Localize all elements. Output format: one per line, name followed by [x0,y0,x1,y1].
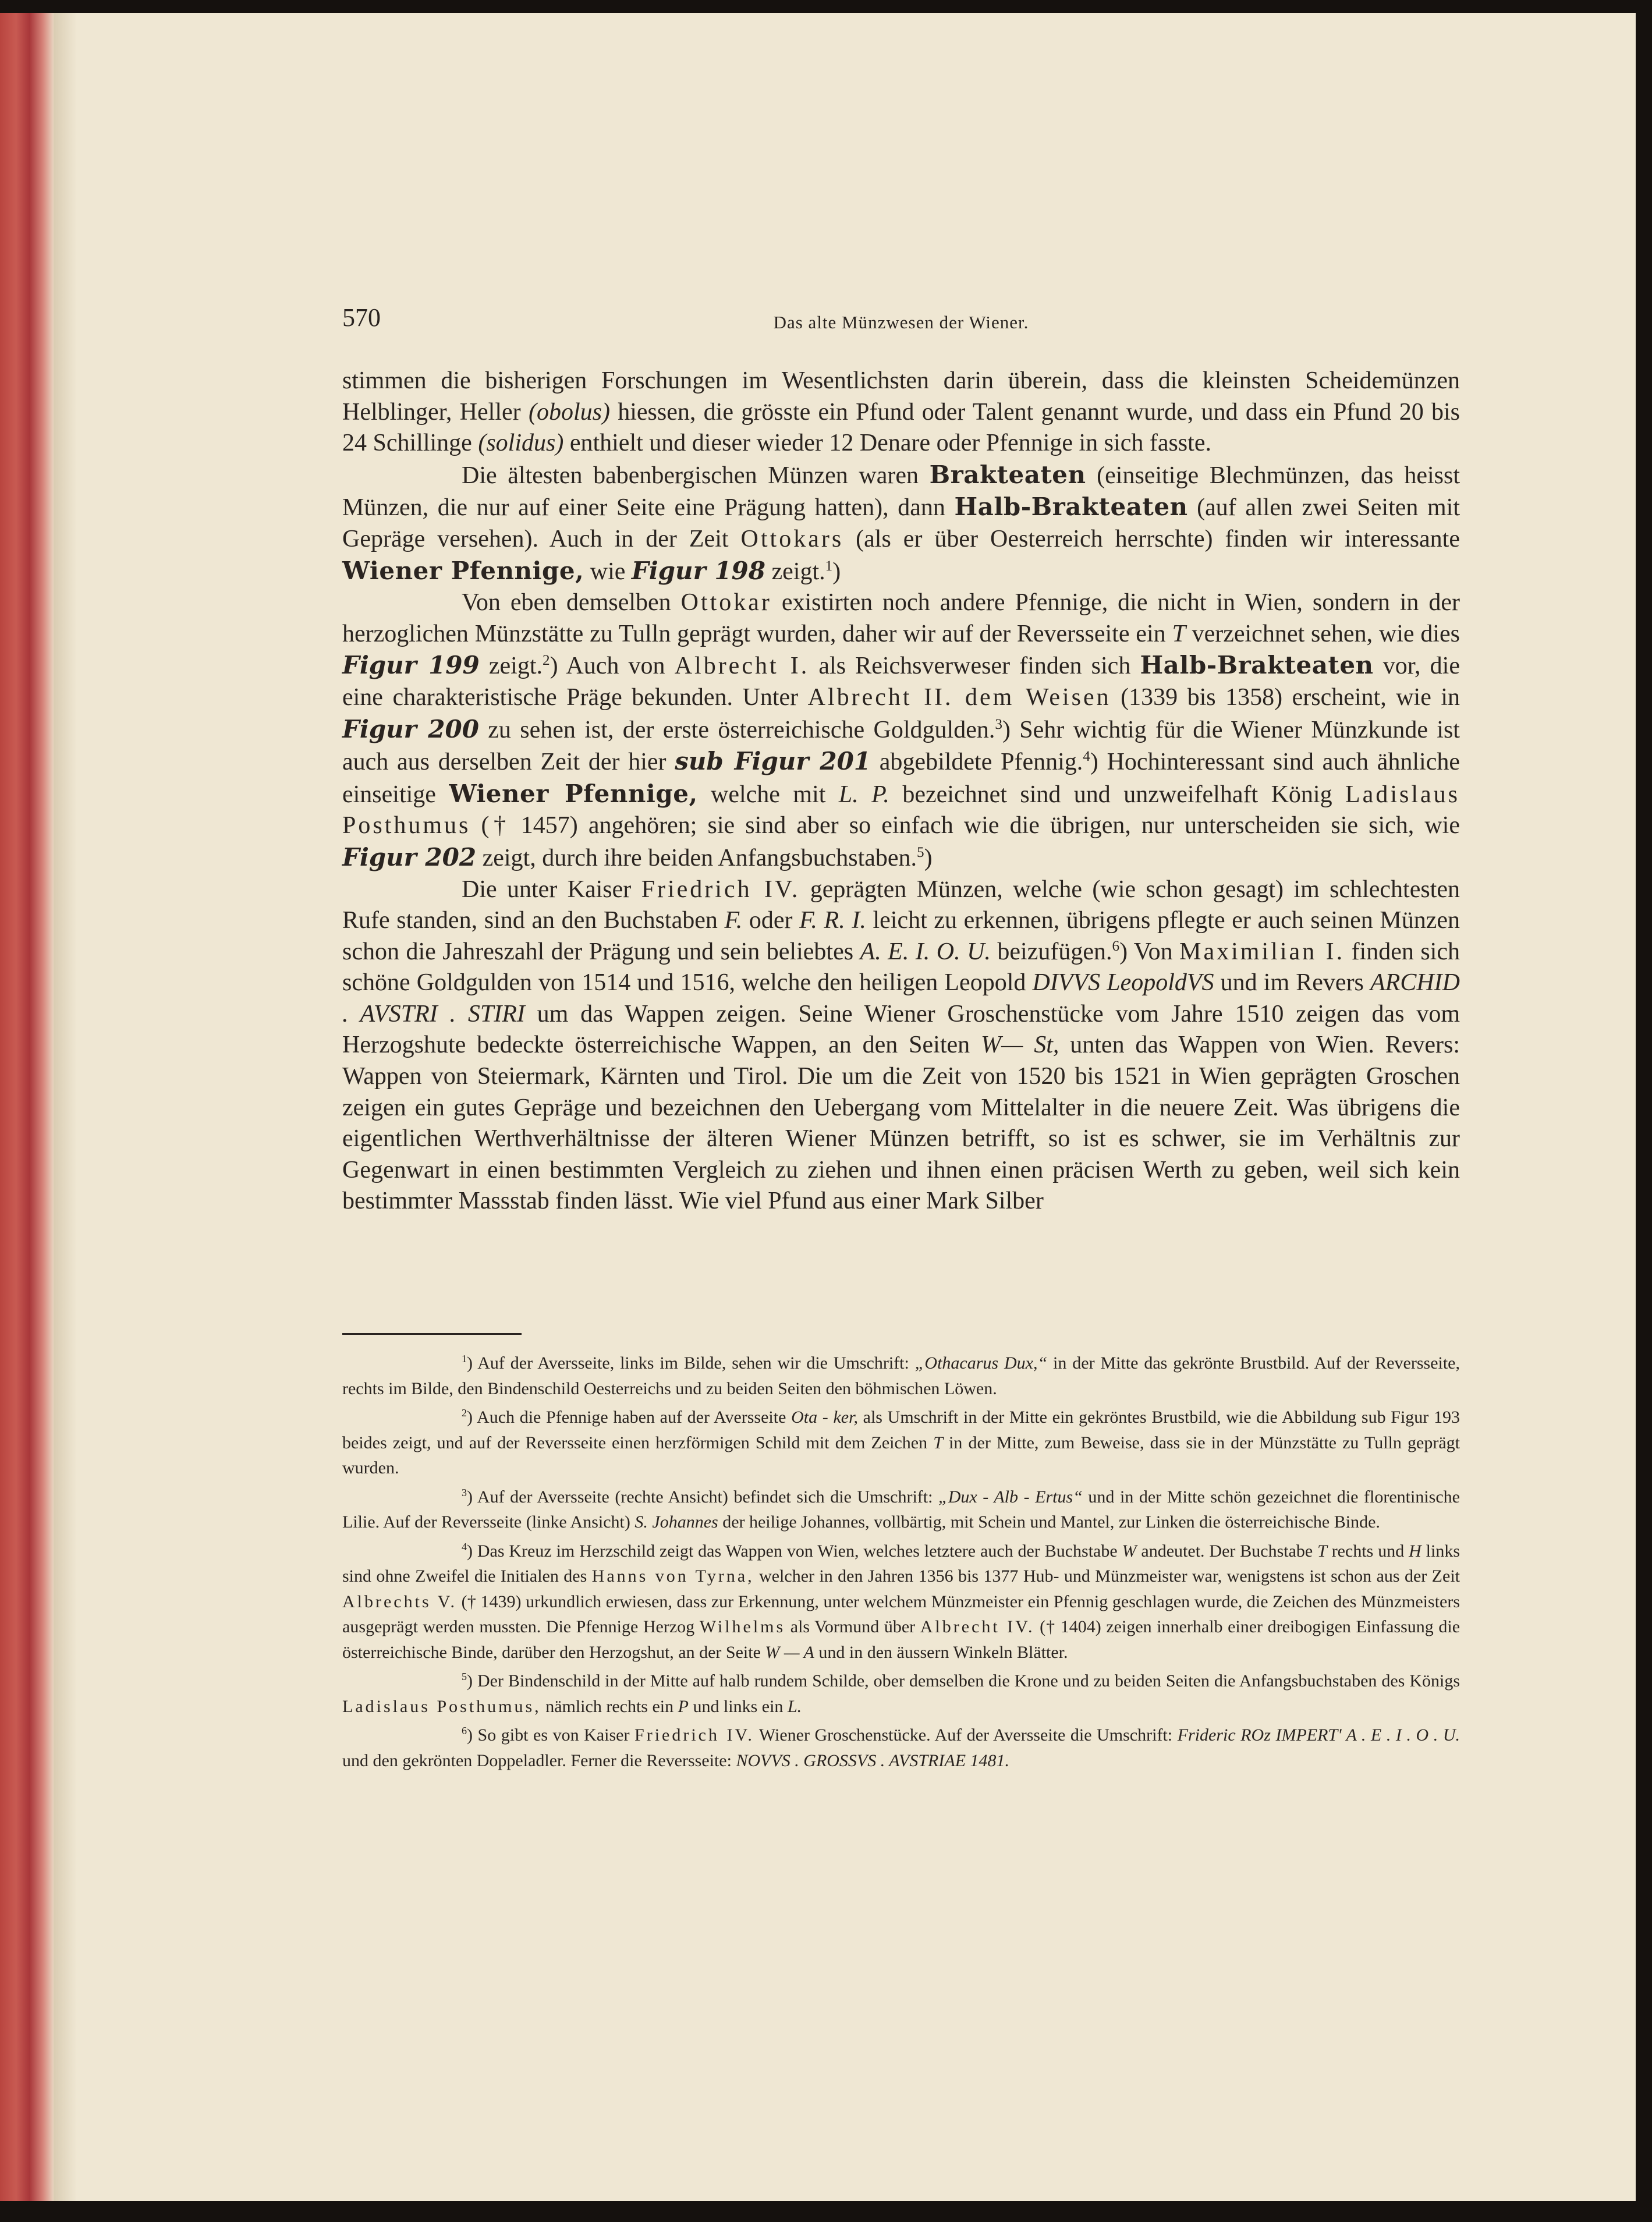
text: zeigt, durch ihre beiden Anfangsbuchstaben. [476,844,917,871]
footnote-marker: 2 [543,653,550,669]
text: in der Mitte, zum Beweise, dass sie in der Münzstätte zu Tulln geprägt wurden. [342,1433,1460,1477]
footnote-5 [342,1668,1460,1719]
footnote-marker: 4 [1083,749,1090,765]
footnote-3 [342,1484,1460,1535]
text: (einseitige Blechmünzen, das heisst Münzen, die nur auf einer Seite eine Prägung hatten), dann [342,462,1460,522]
text: als Vormund über [785,1617,920,1636]
scan-border-right [1636,0,1652,2222]
text: welcher in den Jahren 1356 bis 1377 Hub- und Münzmeister war, wenigstens ist schon aus der Zeit [754,1567,1460,1586]
text: beizufügen. [990,938,1112,965]
text: und in der Mitte schön gezeichnet die florentinische Lilie. Auf der Reversseite (linke Ansicht) [342,1487,1460,1532]
italic-term: Frideric ROz IMPERT' A . E . I . O . U. [1177,1725,1460,1745]
text: ) Das Kreuz im Herzschild zeigt das Wappen von Wien, welches letztere auch der Buchstabe [467,1541,1122,1561]
fraktur-term: Wiener Pfennige, [449,779,698,808]
text: ) Auch die Pfennige haben auf der Aversseite [467,1408,792,1427]
footnote-number: 5 [462,1671,467,1682]
italic-term: Ota - ker, [791,1408,858,1427]
text: zeigt. [479,653,543,680]
spaced-name: Ottokars [740,525,844,552]
footnote-number: 1 [462,1353,467,1365]
figure-reference: Figur 200 [342,714,479,743]
text: der heilige Johannes, vollbärtig, mit Schein und Mantel, zur Linken die österreichische Binde. [718,1512,1380,1532]
footnote-6 [342,1723,1460,1773]
italic-term: NOVVS . GROSSVS . AVSTRIAE 1481. [736,1750,1010,1770]
text: ) [924,844,933,871]
text: (auf allen zwei Seiten mit Gepräge versehen). Auch in der Zeit [342,494,1460,552]
text: um das Wappen zeigen. Seine Wiener Groschenstücke vom Jahre 1510 zeigen das vom Herzogshute bedeckte österreichische Wappen, an den Seiten [342,1000,1460,1059]
fraktur-term: Wiener Pfennige, [342,556,584,585]
page-header [342,303,1460,349]
text: und in den äussern Winkeln Blätter. [814,1642,1068,1662]
italic-term: T [1172,620,1186,647]
paragraph-1 [342,366,1460,459]
fraktur-term: Halb-Brakteaten [1140,651,1374,680]
italic-term: A. E. I. O. U. [860,938,991,965]
paragraph-4 [342,874,1460,1218]
text: (als er über Oesterreich herrschte) finden wir interessante [843,525,1460,552]
text: als Reichsverweser finden sich [809,653,1140,680]
figure-reference: Figur 198 [631,556,765,585]
running-title: Das alte Münzwesen der Wiener. [773,312,1029,332]
figure-reference: sub Figur 201 [675,747,871,776]
text: wie [584,558,632,585]
spaced-name: Ladislaus Posthumus, [342,1696,541,1716]
footnote-number: 6 [462,1725,467,1737]
text: Die unter Kaiser [462,876,641,903]
spaced-name: Wilhelms [699,1617,786,1636]
spaced-name: Hanns von Tyrna, [591,1567,754,1586]
italic-term: ARCHID . AVSTRI . STIRI [342,969,1460,1027]
text: ) [832,558,841,585]
text: bezeichnet sind und unzweifelhaft König [889,781,1346,808]
figure-reference: Figur 202 [342,842,477,871]
text: ) Von [1119,938,1180,965]
fraktur-term: Halb-Brakteaten [954,492,1188,522]
text: finden sich schöne Goldgulden von 1514 und 1516, welche den heiligen Leopold [342,938,1460,997]
text: († 1457) angehören; sie sind aber so einfach wie die übrigen, nur unterscheiden sie sich, wie [470,812,1460,839]
spaced-name: Maximilian I. [1179,938,1345,965]
italic-term: „Dux - Alb - Ertus“ [938,1487,1083,1507]
italic-term: P [678,1696,689,1716]
spaced-name: Friedrich IV. [641,876,800,903]
text: zeigt. [765,558,825,585]
footnote-marker: 6 [1112,938,1120,954]
spaced-name: Albrecht I. [674,653,810,680]
footnote-number: 4 [462,1540,467,1553]
text: (1339 bis 1358) erscheint, wie in [1111,683,1460,711]
paragraph-2 [342,459,1460,587]
italic-term: T [1317,1541,1327,1561]
footnote-4 [342,1539,1460,1665]
spaced-name: Friedrich IV. [634,1725,754,1745]
footnote-number: 2 [462,1407,467,1419]
spaced-name: Ottokar [680,589,772,616]
text: stimmen die bisherigen Forschungen im Wesentlichsten darin überein, dass die kleinsten Scheidemünzen Helblinger, Heller [342,367,1460,426]
main-text [342,366,1460,1217]
italic-term: T [933,1433,943,1452]
italic-term: W [1122,1541,1137,1561]
red-page-edge [0,13,54,2201]
italic-term: (obolus) [528,398,610,426]
text: hiessen, die grösste ein Pfund oder Talent genannt wurde, und dass ein Pfund 20 bis 24 Schillinge [342,398,1460,457]
italic-term: S. Johannes [634,1512,718,1532]
spaced-name: Albrecht IV. [920,1617,1035,1636]
text: Wiener Groschenstücke. Auf der Aversseite die Umschrift: [754,1725,1178,1745]
text: oder [742,907,800,934]
italic-term: F. R. I. [799,907,866,934]
italic-term: (solidus) [478,430,564,457]
footnote-2 [342,1405,1460,1481]
text: ) Auf der Aversseite (rechte Ansicht) befindet sich die Umschrift: [467,1487,939,1507]
italic-term: W — A [765,1642,814,1662]
text: rechts und [1327,1541,1409,1561]
text: Die ältesten babenbergischen Münzen waren [462,462,930,489]
text: und im Revers [1214,969,1371,997]
text: († 1404) zeigen innerhalb einer dreibogigen Einfassung die österreichische Binde, darüber den Herzogshut, an der Seite [342,1617,1460,1662]
text: leicht zu erkennen, übrigens pflegte er auch seinen Münzen schon die Jahreszahl der Prägung und sein beliebtes [342,907,1460,965]
footnotes [342,1351,1460,1777]
text: verzeichnet sehen, wie dies [1185,620,1460,647]
text: ) Auf der Aversseite, links im Bilde, sehen wir die Umschrift: [467,1353,915,1373]
text: ) Sehr wichtig für die Wiener Münzkunde ist auch aus derselben Zeit der hier [342,716,1460,776]
text: als Umschrift in der Mitte ein gekröntes Brustbild, wie die Abbildung sub Figur 193 beides zeigt, und auf der Reversseite einen herzförmigen Schild mit dem Zeichen [342,1408,1460,1452]
italic-term: L. P. [838,781,889,808]
text: enthielt und dieser wieder 12 Denare oder Pfennige in sich fasste. [563,430,1211,457]
scan-border-bottom [0,2201,1652,2222]
spaced-name: Albrecht II. dem Weisen [807,683,1111,711]
footnote-marker: 1 [825,558,833,574]
text: andeutet. Der Buchstabe [1136,1541,1318,1561]
italic-term: W— St, [981,1032,1059,1059]
text: ) Der Bindenschild in der Mitte auf halb rundem Schilde, ober demselben die Krone und zu beiden Seiten die Anfangsbuchstaben des Königs [467,1671,1460,1691]
footnote-marker: 5 [917,844,924,860]
text: unten das Wappen von Wien. Revers: Wappen von Steiermark, Kärnten und Tirol. Die um die Zeit von 1520 bis 1521 in Wien geprägten Groschen zeigen ein gutes Gepräge und bezeichnen den Uebergang vom Mittelalter in die neuere Zeit. Was übrigens die eigentlichen Werthverhältnisse der älteren Wiener Münzen betrifft, so ist es schwer, sie im Verhältnis zur Gegenwart in einen bestimmten Vergleich zu ziehen und ihnen einen präcisen Werth zu geben, weil sich kein bestimmter Massstab finden lässt. Wie viel Pfund aus einer Mark Silber [342,1032,1460,1215]
footnote-separator [342,1333,522,1335]
paragraph-3 [342,587,1460,874]
book-gutter [54,13,77,2201]
text: ) Auch von [550,653,675,680]
italic-term: L. [787,1696,802,1716]
text: Von eben demselben [462,589,681,616]
text: zu sehen ist, der erste österreichische Goldgulden. [478,716,995,743]
page-number: 570 [342,303,381,332]
spaced-name: Albrechts V. [342,1592,458,1611]
italic-term: „Othacarus Dux,“ [914,1353,1048,1373]
text: existirten noch andere Pfennige, die nicht in Wien, sondern in der herzoglichen Münzstätte zu Tulln geprägt wurden, daher wir auf der Reversseite ein [342,589,1460,647]
fraktur-term: Brakteaten [929,460,1086,489]
text: ) So gibt es von Kaiser [467,1725,635,1745]
italic-term: F. [724,907,743,934]
footnote-marker: 3 [995,716,1002,732]
text: links sind ohne Zweifel die Initialen des [342,1541,1460,1586]
text: welche mit [697,781,839,808]
italic-term: DIVVS LeopoldVS [1032,969,1214,997]
scan-border-top [0,0,1652,13]
text: ) Hochinteressant sind auch ähnliche einseitige [342,749,1460,808]
text: abgebildete Pfennig. [871,749,1083,776]
text: vor, die eine charakteristische Präge bekunden. Unter [342,653,1460,711]
spaced-name: Ladislaus Posthumus [342,781,1460,839]
footnote-number: 3 [462,1486,467,1498]
figure-reference: Figur 199 [342,651,480,680]
text: nämlich rechts ein [541,1696,678,1716]
text: in der Mitte das gekrönte Brustbild. Auf der Reversseite, rechts im Bilde, den Bindenschild Oesterreichs und zu beiden Seiten den böhmischen Löwen. [342,1353,1460,1398]
text: († 1439) urkundlich erwiesen, dass zur Erkennung, unter welchem Münzmeister ein Pfennig geschlagen wurde, die Zeichen des Münzmeisters ausgeprägt werden mussten. Die Pfennige Herzog [342,1592,1460,1636]
italic-term: H [1409,1541,1421,1561]
text: und links ein [688,1696,788,1716]
text: und den gekrönten Doppeladler. Ferner die Reversseite: [342,1750,736,1770]
text: geprägten Münzen, welche (wie schon gesagt) im schlechtesten Rufe standen, sind an den Buchstaben [342,876,1460,934]
footnote-1 [342,1351,1460,1401]
